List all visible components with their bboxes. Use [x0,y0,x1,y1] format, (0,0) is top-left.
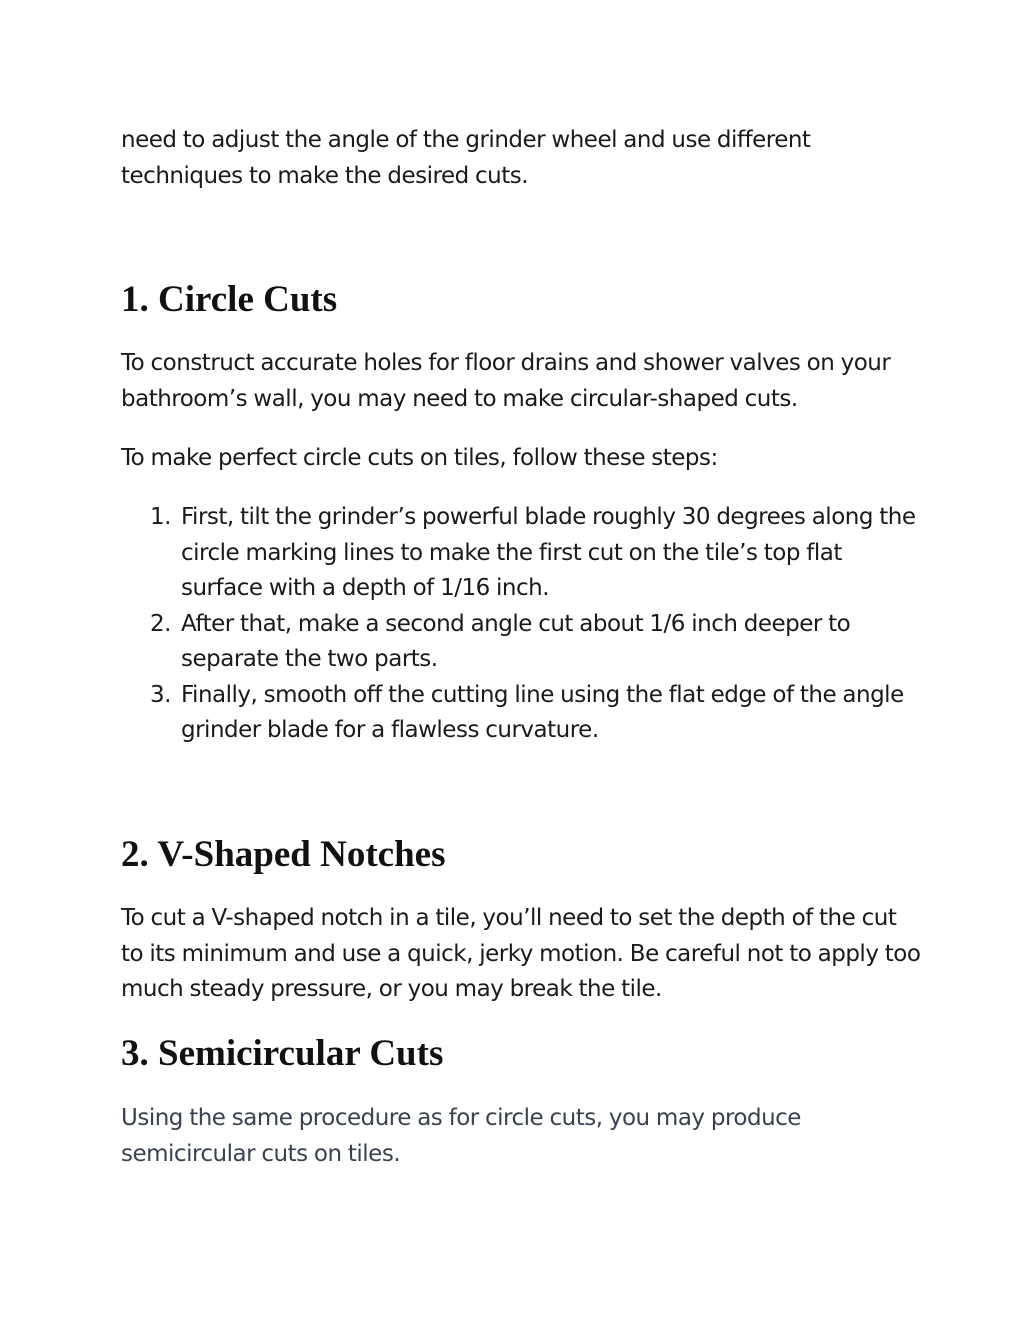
list-item [150,607,921,678]
list-item-text: Finally, smooth off the cutting line using the flat edge of the angle grinder blade for a flawless curvature. [181,681,904,743]
list-item-number: 2. [150,610,171,637]
v-shaped-notches-paragraph: To cut a V-shaped notch in a tile, you’ll need to set the depth of the cut to its minimum and use a quick, jerky motion. Be careful not to apply too much steady pressure, or you may break the tile. [121,905,921,1002]
list-item [150,500,921,607]
semicircular-cuts-paragraph: Using the same procedure as for circle cuts, you may produce semicircular cuts on tiles. [121,1105,801,1167]
circle-cuts-paragraph: To construct accurate holes for floor drains and shower valves on your bathroom’s wall, you may need to make circular-shaped cuts. [121,350,891,412]
intro-paragraph: need to adjust the angle of the grinder wheel and use different techniques to make the desired cuts. [121,127,811,189]
circle-cuts-steps-list [121,500,921,749]
list-item-number: 3. [150,681,171,708]
document-page [121,0,921,1325]
list-item-number: 1. [150,504,171,530]
heading-v-shaped-notches: 2. V-Shaped Notches [121,834,446,875]
heading-circle-cuts: 1. Circle Cuts [121,279,338,320]
heading-semicircular-cuts: 3. Semicircular Cuts [121,1033,444,1074]
list-item [150,678,921,749]
list-item-text: First, tilt the grinder’s powerful blade roughly 30 degrees along the circle marking lines to make the first cut on the tile’s top flat surface with a depth of 1/16 inch. [181,504,916,601]
circle-cuts-steps-intro: To make perfect circle cuts on tiles, follow these steps: [121,445,718,471]
list-item-text: After that, make a second angle cut about 1/6 inch deeper to separate the two parts. [181,610,851,672]
